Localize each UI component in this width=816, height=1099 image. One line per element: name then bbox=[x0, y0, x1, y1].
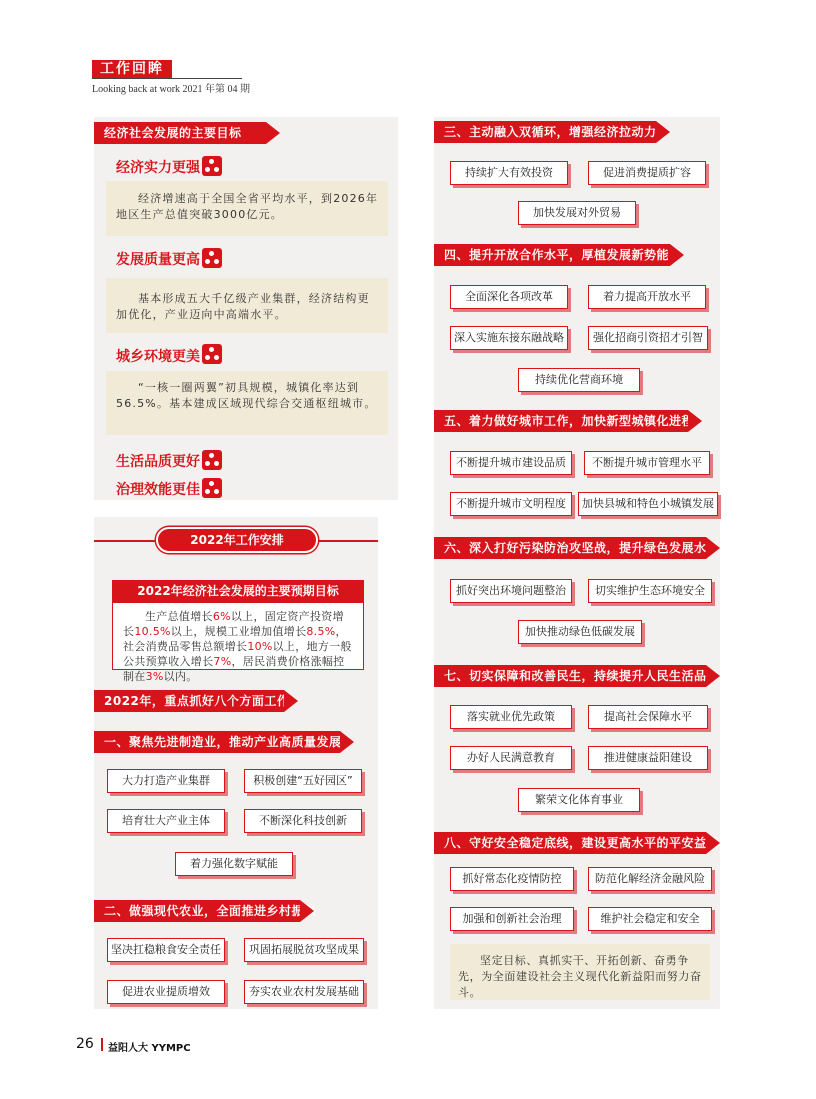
sec5-heading: 五、着力做好城市工作，加快新型城镇化进程 bbox=[434, 410, 688, 432]
goal-part: 以上，固定资产投资增长 bbox=[123, 610, 344, 638]
page-number: 26 bbox=[76, 1036, 94, 1052]
sec3-item: 加快发展对外贸易 bbox=[518, 201, 636, 225]
sec7-item: 繁荣文化体育事业 bbox=[518, 788, 640, 812]
header-rule bbox=[92, 78, 242, 79]
annual-goal-box bbox=[112, 602, 364, 683]
goal-title-3: 城乡环境更美 bbox=[116, 349, 200, 365]
goal-title-5: 治理效能更佳 bbox=[116, 482, 200, 498]
sec4-item: 着力提高开放水平 bbox=[588, 285, 706, 309]
sec2-item: 巩固拓展脱贫攻坚成果 bbox=[244, 938, 364, 962]
sec8-item: 抓好常态化疫情防控 bbox=[450, 867, 574, 891]
section-title: 工作回眸 bbox=[92, 60, 172, 78]
sec1-item: 着力强化数字赋能 bbox=[175, 852, 293, 876]
sec2-item: 夯实农业农村发展基础 bbox=[244, 980, 364, 1004]
goal-part-value: 8.5% bbox=[306, 625, 336, 638]
plan-2022-banner: 2022年工作安排 bbox=[156, 527, 318, 553]
header-subtitle: Looking back at work 2021 年第 04 期 bbox=[92, 84, 251, 95]
goal-title-2: 发展质量更高 bbox=[116, 252, 200, 268]
goal-part-value: 10% bbox=[247, 640, 273, 653]
goal-title-1: 经济实力更强 bbox=[116, 160, 200, 176]
magazine-name: 益阳人大 YYMPC bbox=[108, 1043, 191, 1054]
goal-text-box-2 bbox=[106, 278, 388, 333]
goal-part: 生产总值增长 bbox=[145, 610, 213, 623]
sec6-item: 切实维护生态环境安全 bbox=[588, 579, 712, 603]
goal-part-value: 6% bbox=[212, 610, 231, 623]
sec2-item: 促进农业提质增效 bbox=[107, 980, 225, 1004]
goal-text-1: 经济增速高于全国全省平均水平，到2026年地区生产总值突破3000亿元。 bbox=[116, 192, 379, 221]
sec1-item: 大力打造产业集群 bbox=[107, 769, 225, 793]
goal-part-value: 10.5% bbox=[134, 625, 171, 638]
sec7-item: 办好人民满意教育 bbox=[450, 746, 572, 770]
sec1-item: 不断深化科技创新 bbox=[244, 809, 362, 833]
sec6-item: 加快推动绿色低碳发展 bbox=[518, 620, 642, 644]
sec3-item: 持续扩大有效投资 bbox=[450, 161, 568, 185]
goal-part: ，居民消费价格涨幅控制在 bbox=[123, 655, 345, 683]
share-icon bbox=[202, 344, 222, 364]
share-icon bbox=[202, 248, 222, 268]
sec8-item: 维护社会稳定和安全 bbox=[588, 907, 712, 931]
annual-goal-heading: 2022年经济社会发展的主要预期目标 bbox=[112, 580, 364, 602]
sec3-heading: 三、主动融入双循环，增强经济拉动力 bbox=[434, 121, 656, 143]
sec4-item: 深入实施东接东融战略 bbox=[450, 326, 568, 350]
goal-title-4: 生活品质更好 bbox=[116, 454, 200, 470]
sec7-item: 落实就业优先政策 bbox=[450, 705, 572, 729]
eight-aspects-heading: 2022年，重点抓好八个方面工作 bbox=[94, 690, 284, 712]
goal-text-box-1 bbox=[106, 181, 388, 236]
sec2-item: 坚决扛稳粮食安全责任 bbox=[107, 938, 225, 962]
goal-part-value: 3% bbox=[145, 670, 164, 683]
goal-text-3: “一核一圈两翼”初具规模，城镇化率达到56.5%。基本建成区域现代综合交通枢纽城市。 bbox=[116, 381, 377, 410]
sec8-heading: 八、守好安全稳定底线，建设更高水平的平安益阳 bbox=[434, 832, 706, 854]
closing-text: 坚定目标、真抓实干、开拓创新、奋勇争先，为全面建设社会主义现代化新益阳而努力奋斗。 bbox=[458, 954, 702, 999]
closing-box bbox=[450, 944, 710, 1000]
sec2-heading: 二、做强现代农业，全面推进乡村振兴 bbox=[94, 900, 300, 922]
sec3-item: 促进消费提质扩容 bbox=[588, 161, 706, 185]
sec7-item: 提高社会保障水平 bbox=[588, 705, 708, 729]
goal-part: ，社会消费品零售总额增长 bbox=[123, 625, 347, 653]
goal-text-2: 基本形成五大千亿级产业集群，经济结构更加优化，产业迈向中高端水平。 bbox=[116, 292, 370, 321]
share-icon bbox=[202, 450, 222, 470]
sec4-item: 全面深化各项改革 bbox=[450, 285, 568, 309]
sec4-item: 强化招商引资招才引智 bbox=[588, 326, 708, 350]
goal-part: 以内。 bbox=[163, 670, 198, 683]
sec6-heading: 六、深入打好污染防治攻坚战，提升绿色发展水平 bbox=[434, 537, 706, 559]
sec4-heading: 四、提升开放合作水平，厚植发展新势能 bbox=[434, 244, 670, 266]
goal-text-box-3 bbox=[106, 371, 388, 435]
goal-part: 以上，地方一般公共预算收入增长 bbox=[123, 640, 352, 668]
sec8-item: 防范化解经济金融风险 bbox=[588, 867, 712, 891]
sec7-item: 推进健康益阳建设 bbox=[588, 746, 708, 770]
sec5-item: 不断提升城市建设品质 bbox=[450, 451, 572, 475]
sec8-item: 加强和创新社会治理 bbox=[450, 907, 574, 931]
sec1-item: 培育壮大产业主体 bbox=[107, 809, 225, 833]
sec4-item: 持续优化营商环境 bbox=[518, 368, 640, 392]
goal-part-value: 7% bbox=[213, 655, 232, 668]
main-goals-heading: 经济社会发展的主要目标 bbox=[94, 122, 266, 144]
sec1-item: 积极创建“五好园区” bbox=[244, 769, 362, 793]
sec6-item: 抓好突出环境问题整治 bbox=[450, 579, 572, 603]
share-icon bbox=[202, 156, 222, 176]
sec7-heading: 七、切实保障和改善民生，持续提升人民生活品质 bbox=[434, 665, 706, 687]
sec5-item: 加快县城和特色小城镇发展 bbox=[578, 492, 718, 516]
sec5-item: 不断提升城市管理水平 bbox=[584, 451, 710, 475]
sec5-item: 不断提升城市文明程度 bbox=[450, 492, 572, 516]
sec1-heading: 一、聚焦先进制造业，推动产业高质量发展 bbox=[94, 731, 340, 753]
share-icon bbox=[202, 478, 222, 498]
goal-part: 以上，规模工业增加值增长 bbox=[170, 625, 307, 638]
footer-divider bbox=[101, 1038, 103, 1051]
